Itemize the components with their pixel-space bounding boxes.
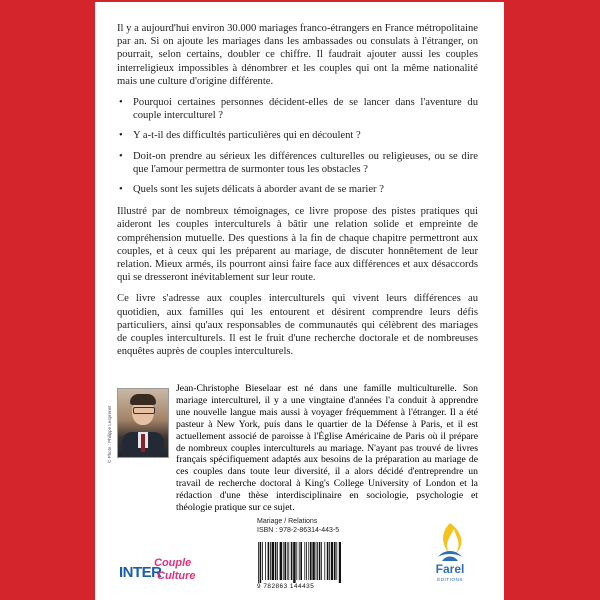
farel-name: Farel	[435, 562, 465, 576]
question-item	[117, 129, 478, 142]
farel-logo	[432, 521, 468, 591]
illustre-paragraph: Illustré par de nombreux témoignages, ce livre propose des pistes pratiques qui aideront les couples interculturels à bâtir une relation solide et empreinte de compréhension mutuelle. Des questions à la fin de chaque chapitre permettront aux couples, et à ceux qui les préparent au mariage, de discuter honnêtement de leur relation. Mieux armés, ils pourront ainsi faire face aux différences et aux désaccords qui se dresseront inévitablement sur leur route.	[117, 206, 478, 284]
question-text: Y a-t-il des difficultés particulières qui en découlent ?	[133, 130, 361, 142]
photo-credit: © Photo : Philippe Lesprenet	[107, 405, 112, 463]
back-cover-text	[117, 22, 478, 366]
question-item	[117, 183, 478, 196]
farel-editions: ÉDITIONS	[437, 578, 463, 583]
question-text: Doit-on prendre au sérieux les différences culturelles ou religieuses, ou se dire que l'amour permettra de surmonter tous les obstacles ?	[133, 150, 478, 175]
barcode-bars	[257, 542, 341, 583]
bullet-icon: •	[119, 130, 123, 142]
category-label: Mariage / Relations	[257, 518, 318, 525]
logo-culture-text: Culture	[157, 570, 196, 582]
intro-paragraph: Il y a aujourd'hui environ 30.000 mariages franco-étrangers en France métropolitaine par an. Si on ajoute les mariages dans les ambassades ou consulats à l'étranger, on pourrait, selon certains, doubler ce chiffre. Il faudrait ajouter aussi les couples interreligieux impossibles à dénombrer et les couples qui ont la même nationalité mais une culture d'origine différente.	[117, 23, 478, 87]
cover-footer	[117, 517, 478, 597]
isbn-label: ISBN : 978-2-86314-443-5	[257, 527, 340, 534]
question-item	[117, 96, 478, 122]
audience-paragraph: Ce livre s'adresse aux couples interculturels qui vivent leurs différences au quotidien, aux familles qui les entourent et désirent comprendre leurs défis particuliers, ainsi qu'aux responsables de communautés qui célèbrent des mariages de couples interculturels. Il est le fruit d'une recherche doctorale et de nombreuses enquêtes auprès de couples interculturels.	[117, 293, 478, 358]
barcode	[257, 542, 341, 583]
question-list	[117, 96, 478, 196]
bullet-icon: •	[119, 97, 123, 109]
bullet-icon: •	[119, 184, 123, 196]
barcode-digits: 9 782863 144435	[257, 583, 315, 590]
author-bio: Jean-Christophe Bieselaar est né dans une famille multiculturelle. Son mariage interculturel, il y a une vingtaine d'années l'a conduit à apprendre une nouvelle langue mais aussi à voyager fréquemment à l'étranger. Il a été pasteur à New York, puis dans le quartier de la Défense à Paris, et il est actuellement associé de paroisse à l'Église Américaine de Paris où il prépare de nombreux couples interculturels au mariage. N'ayant pas trouvé de livres français spécifiquement adaptés aux besoins de la préparation au mariage de ces couples dans toute leur diversité, il a alors décidé d'entreprendre un travail de recherche doctoral à King's College University of London et la rédaction d'une thèse interdisciplinaire en sociologie, psychologie et théologie pratique sur ce sujet.	[176, 383, 478, 514]
logo-inter-text: INTER	[119, 564, 162, 581]
logo-couple-text: Couple	[154, 557, 192, 569]
question-text: Pourquoi certaines personnes décident-elles de se lancer dans l'aventure du couple interculturel ?	[133, 97, 478, 122]
question-item	[117, 150, 478, 176]
question-text: Quels sont les sujets délicats à aborder avant de se marier ?	[133, 184, 384, 196]
farel-flame-icon	[432, 521, 468, 563]
author-photo	[117, 388, 169, 458]
book-meta	[257, 517, 339, 535]
bullet-icon: •	[119, 150, 123, 162]
